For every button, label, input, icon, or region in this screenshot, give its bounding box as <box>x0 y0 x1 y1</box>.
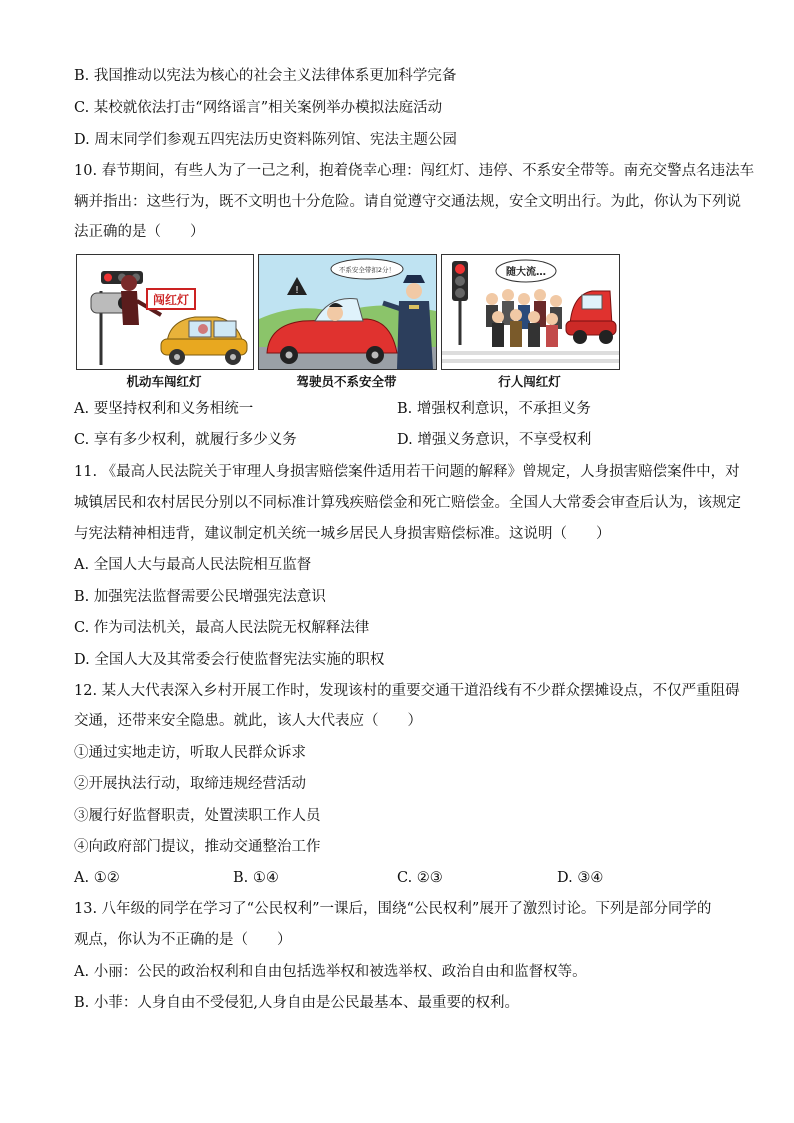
q9-option-c: C. 某校就依法打击“网络谣言”相关案例举办模拟法庭活动 <box>74 100 443 116</box>
q11-option-d: D. 全国人大及其常委会行使监督宪法实施的职权 <box>74 652 385 668</box>
q10-image-1-sign: 闯红灯 <box>152 293 190 307</box>
q13-option-a: A. 小丽：公民的政治权利和自由包括选举权和被选举权、政治自由和监督权等。 <box>74 964 587 980</box>
q12-option-c: C. ②③ <box>397 870 443 886</box>
q12-option-a: A. ①② <box>74 870 120 886</box>
q12-statement-3: ③履行好监督职责，处置渎职工作人员 <box>74 808 321 824</box>
q10-option-a: A. 要坚持权利和义务相统一 <box>74 401 254 417</box>
q12-statement-4: ④向政府部门提议，推动交通整治工作 <box>74 839 321 855</box>
q13-option-b: B. 小菲：人身自由不受侵犯,人身自由是公民最基本、最重要的权利。 <box>74 995 519 1011</box>
q12-statement-2: ②开展执法行动，取缔违规经营活动 <box>74 776 306 792</box>
q11-stem-line-3: 与宪法精神相违背，建议制定机关统一城乡居民人身损害赔偿标准。这说明（ ） <box>74 526 611 542</box>
q13-stem-line-2: 观点，你认为不正确的是（ ） <box>74 932 292 948</box>
q12-statement-1: ①通过实地走访，听取人民群众诉求 <box>74 745 306 761</box>
q10-option-c: C. 享有多少权利，就履行多少义务 <box>74 432 297 448</box>
q10-image-pedestrians <box>441 254 620 370</box>
q10-option-b: B. 增强权利意识，不承担义务 <box>397 401 591 417</box>
q10-image-red-light-car <box>76 254 254 370</box>
q12-option-b: B. ①④ <box>233 870 279 886</box>
q10-image-3-sign: 随大流… <box>506 267 546 278</box>
pedestrian-crowd-cartoon-icon <box>442 255 619 369</box>
q12-stem-line-1: 12. 某人大代表深入乡村开展工作时，发现该村的重要交通干道沿线有不少群众摆摊设点，不仅严重阻碍 <box>74 683 740 699</box>
traffic-light-car-cartoon-icon <box>77 255 253 369</box>
q10-stem-line-1: 10. 春节期间，有些人为了一己之利，抱着侥幸心理：闯红灯、违停、不系安全带等。南充交警点名违法车 <box>74 163 755 179</box>
q9-option-b: B. 我国推动以宪法为核心的社会主义法律体系更加科学完备 <box>74 68 457 84</box>
q11-stem-line-1: 11. 《最高人民法院关于审理人身损害赔偿案件适用若干问题的解释》曾规定，人身损害赔偿案件中，对 <box>74 464 740 480</box>
q9-option-d: D. 周末同学们参观五四宪法历史资料陈列馆、宪法主题公园 <box>74 132 457 148</box>
q11-option-b: B. 加强宪法监督需要公民增强宪法意识 <box>74 589 326 605</box>
q12-option-d: D. ③④ <box>557 870 604 886</box>
q10-caption-1: 机动车闯红灯 <box>126 374 202 389</box>
q13-stem-line-1: 13. 八年级的同学在学习了“公民权利”一课后，围绕“公民权利”展开了激烈讨论。下列是部分同学的 <box>74 901 712 917</box>
q10-image-2-sign: 不系安全带扣2分！ <box>338 266 396 274</box>
q10-image-seatbelt <box>258 254 437 370</box>
q10-stem-line-3: 法正确的是（ ） <box>74 224 205 240</box>
q11-option-c: C. 作为司法机关，最高人民法院无权解释法律 <box>74 620 370 636</box>
q10-caption-3: 行人闯红灯 <box>498 374 561 389</box>
police-driver-cartoon-icon <box>259 255 436 369</box>
q12-stem-line-2: 交通，还带来安全隐患。就此，该人大代表应（ ） <box>74 713 422 729</box>
q10-caption-2: 驾驶员不系安全带 <box>296 374 397 389</box>
q11-option-a: A. 全国人大与最高人民法院相互监督 <box>74 557 312 573</box>
q10-stem-line-2: 辆并指出：这些行为，既不文明也十分危险。请自觉遵守交通法规，安全文明出行。为此，你认为下列说 <box>74 194 741 210</box>
svg-text:!: ! <box>294 285 300 296</box>
q10-option-d: D. 增强义务意识，不享受权利 <box>397 432 592 448</box>
q11-stem-line-2: 城镇居民和农村居民分别以不同标准计算残疾赔偿金和死亡赔偿金。全国人大常委会审查后认为，该规定 <box>74 495 741 511</box>
